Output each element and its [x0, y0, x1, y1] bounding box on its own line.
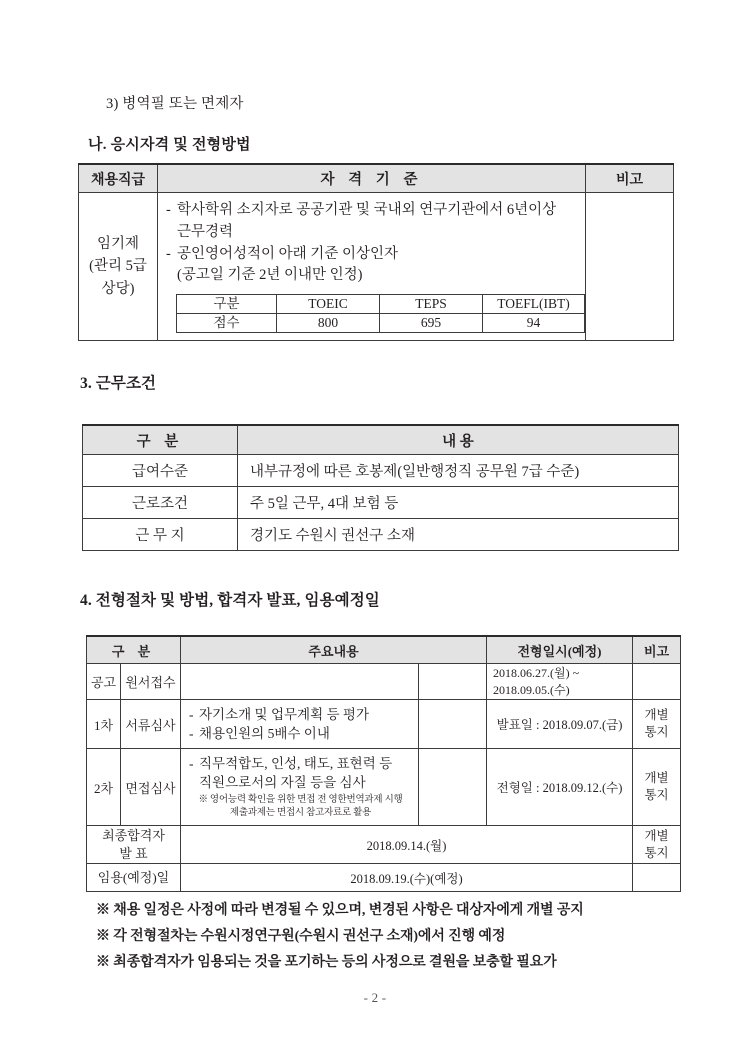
- section-heading-working-conditions: 3. 근무조건: [80, 375, 157, 392]
- score-label: 점수: [177, 314, 277, 333]
- grade-line-3: 상당): [101, 280, 135, 297]
- main-line-1: [189, 705, 412, 724]
- cell-remark-appointment: [633, 864, 681, 892]
- remark-line-2: 통지: [644, 845, 669, 860]
- cell-main-announcement: [181, 664, 419, 700]
- dash-marker: -: [189, 726, 194, 742]
- date-line-2: 2018.09.05.(수): [493, 682, 570, 697]
- cell-main-document-screening: [181, 700, 419, 749]
- score-header-teps: TEPS: [380, 295, 483, 314]
- bullet-2-continuation: (공고일 기준 2년 이내만 인정): [177, 267, 363, 284]
- main-footnote-line-2: 제출과제는 면접시 참고자료로 활용: [229, 808, 372, 819]
- cell-remark-document-screening: [633, 700, 681, 749]
- cell-grade: [79, 193, 158, 341]
- date-line-1: 2018.06.27.(월) ~: [493, 665, 580, 680]
- score-table-value-row: [177, 314, 585, 333]
- column-header-main-content: 주요내용: [181, 636, 487, 664]
- table-row-final-result: [87, 826, 681, 864]
- english-score-table: [176, 294, 585, 333]
- cell-stage-second: 2차: [87, 749, 121, 826]
- cell-label-appointment: 임용(예정)일: [87, 864, 181, 892]
- table-row-document-screening: [87, 700, 681, 749]
- final-label-line-2: 발 표: [119, 845, 148, 861]
- cell-stage-first: 1차: [87, 700, 121, 749]
- table-row: [83, 487, 679, 519]
- qualification-table: [78, 163, 674, 341]
- column-header-category: 구 분: [83, 425, 238, 455]
- table-row-interview: [87, 749, 681, 826]
- dash-marker: -: [189, 756, 194, 772]
- cell-qualification-standard: [158, 193, 586, 341]
- cell-name-interview: 면접심사: [121, 749, 181, 826]
- final-label-line-1: 최종합격자: [102, 827, 165, 843]
- cell-label-final-result: [87, 826, 181, 864]
- column-header-content: 내 용: [238, 425, 679, 455]
- cell-value-final-result: 2018.09.14.(월): [181, 826, 633, 864]
- score-header-category: 구분: [177, 295, 277, 314]
- dash-marker: -: [166, 202, 171, 218]
- main-line-1: [189, 754, 412, 773]
- section-heading-selection-process: 4. 전형절차 및 방법, 합격자 발표, 임용예정일: [80, 592, 380, 609]
- table-header-row: [79, 164, 674, 193]
- cell-blank-interview: [419, 749, 487, 826]
- remark-line-1: 개별: [644, 828, 669, 843]
- table-row: [83, 519, 679, 551]
- dash-marker: -: [166, 245, 171, 262]
- bullet-item-2: [166, 244, 577, 266]
- page-number: - 2 -: [363, 990, 387, 1005]
- dash-marker: -: [189, 707, 194, 722]
- grade-line-2: (관리 5급: [89, 258, 147, 275]
- column-header-remark: 비고: [586, 164, 674, 193]
- schedule-table: [86, 635, 681, 892]
- remark-line-1: 개별: [644, 708, 669, 723]
- cell-remark-final-result: [633, 826, 681, 864]
- score-teps: 695: [380, 314, 483, 333]
- cell-category-location: 근 무 지: [83, 519, 238, 551]
- main-line-1-text: 자기소개 및 업무계획 등 평가: [199, 707, 369, 722]
- cell-value-appointment: 2018.09.19.(수)(예정): [181, 864, 633, 892]
- remark-line-2: 통지: [644, 725, 669, 740]
- cell-blank-document-screening: [419, 700, 487, 749]
- cell-name-document-screening: 서류심사: [121, 700, 181, 749]
- footnote-3: ※ 최종합격자가 임용되는 것을 포기하는 등의 사정으로 결원을 보충할 필요가: [96, 955, 557, 970]
- main-line-2: [189, 724, 412, 743]
- footnote-1: ※ 채용 일정은 사정에 따라 변경될 수 있으며, 변경된 사항은 대상자에게 개별 공지: [96, 903, 584, 918]
- cell-date-document-screening: 발표일 : 2018.09.07.(금): [487, 700, 633, 749]
- cell-stage-announcement: 공고: [87, 664, 121, 700]
- working-conditions-table: [82, 424, 679, 551]
- table-row: [83, 455, 679, 487]
- column-header-grade: 채용직급: [79, 164, 158, 193]
- bullet-1-continuation: 근무경력: [177, 223, 234, 240]
- table-header-row: [83, 425, 679, 455]
- table-header-row: [87, 636, 681, 664]
- footnote-2: ※ 각 전형절차는 수원시정연구원(수원시 권선구 소재)에서 진행 예정: [96, 929, 506, 944]
- score-table-header-row: [177, 295, 585, 314]
- main-footnote-line-1: ※ 영어능력 확인을 위한 면접 전 영한번역과제 시행: [198, 794, 403, 805]
- column-header-standard: 자 격 기 준: [158, 164, 586, 193]
- cell-value-work-terms: 주 5일 근무, 4대 보험 등: [238, 487, 679, 519]
- cell-value-location: 경기도 수원시 권선구 소재: [238, 519, 679, 551]
- cell-remark-announcement: [633, 664, 681, 700]
- main-line-2-text: 채용인원의 5배수 이내: [199, 726, 330, 742]
- remark-line-1: 개별: [644, 771, 669, 786]
- cell-date-announcement: [487, 664, 633, 700]
- score-toeic: 800: [277, 314, 380, 333]
- cell-main-interview: [181, 749, 419, 826]
- cell-name-application: 원서접수: [121, 664, 181, 700]
- cell-blank-announcement: [419, 664, 487, 700]
- section-heading-eligibility: 나. 응시자격 및 전형방법: [88, 137, 251, 153]
- bullet-item-1: [166, 200, 577, 222]
- table-row-announcement: [87, 664, 681, 700]
- cell-category-work-terms: 근로조건: [83, 487, 238, 519]
- score-header-toeic: TOEIC: [277, 295, 380, 314]
- column-header-category: 구 분: [87, 636, 181, 664]
- score-header-toefl: TOEFL(IBT): [483, 295, 585, 314]
- cell-category-salary: 급여수준: [83, 455, 238, 487]
- bullet-1-text: 학사학위 소지자로 공공기관 및 국내외 연구기관에서 6년이상: [177, 202, 557, 218]
- list-item-military-service: 3) 병역필 또는 면제자: [106, 96, 244, 112]
- column-header-date: 전형일시(예정): [487, 636, 633, 664]
- cell-date-interview: 전형일 : 2018.09.12.(수): [487, 749, 633, 826]
- cell-value-salary: 내부규정에 따른 호봉제(일반행정직 공무원 7급 수준): [238, 455, 679, 487]
- cell-remark-interview: [633, 749, 681, 826]
- cell-remark: [586, 193, 674, 341]
- grade-line-1: 임기제: [96, 235, 140, 252]
- main-line-continuation: 직원으로서의 자질 등을 심사: [199, 775, 366, 791]
- score-toefl: 94: [483, 314, 585, 333]
- table-row: [79, 193, 674, 341]
- bullet-2-text: 공인영어성적이 아래 기준 이상인자: [177, 245, 398, 262]
- column-header-remark: 비고: [633, 636, 681, 664]
- table-row-appointment: [87, 864, 681, 892]
- remark-line-2: 통지: [644, 788, 669, 803]
- main-line-1-text: 직무적합도, 인성, 태도, 표현력 등: [199, 756, 393, 772]
